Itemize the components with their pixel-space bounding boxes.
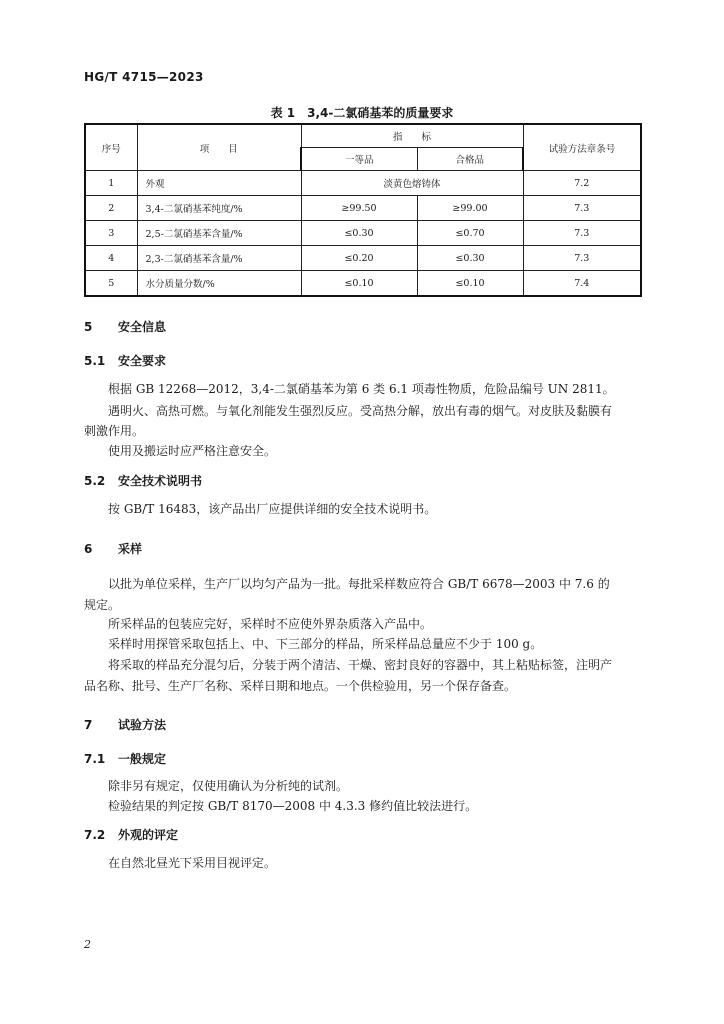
- paragraph: [84, 613, 644, 635]
- page-number: 2: [84, 938, 91, 951]
- section-heading-5-1: [84, 352, 166, 369]
- cell-qualified: ≥99.00: [417, 196, 523, 221]
- header-method: 试验方法章条号: [523, 124, 641, 171]
- cell-method: 7.3: [523, 196, 641, 221]
- paragraph: [84, 852, 644, 874]
- paragraph: [84, 440, 644, 462]
- paragraph-text: 使用及搬运时应严格注意安全。: [108, 444, 277, 458]
- cell-qualified: ≤0.10: [417, 271, 523, 297]
- standard-code: HG/T 4715—2023: [84, 70, 204, 84]
- cell-item: 2,5-二氯硝基苯含量/%: [137, 221, 301, 246]
- paragraph: [84, 775, 644, 797]
- cell-method: 7.2: [523, 171, 641, 196]
- table-row: [85, 171, 641, 196]
- section-title: 安全信息: [118, 320, 167, 334]
- section-number: 5.1: [84, 354, 106, 368]
- section-number: 7.1: [84, 752, 106, 766]
- paragraph: [84, 795, 644, 817]
- cell-appearance-merged: 淡黄色熔铸体: [301, 171, 523, 196]
- paragraph-text: 根据 GB 12268—2012，3,4-二氯硝基苯为第 6 类 6.1 项毒性物质，危险品编号 UN 2811。: [108, 382, 615, 396]
- section-number: 7: [84, 718, 93, 732]
- header-indicator: 指 标: [301, 124, 523, 148]
- section-number: 6: [84, 542, 93, 556]
- header-qualified: 合格品: [417, 148, 523, 171]
- header-item: 项 目: [137, 124, 301, 171]
- cell-grade1: ≤0.30: [301, 221, 417, 246]
- section-title: 外观的评定: [118, 828, 179, 842]
- cell-seq: 4: [85, 246, 137, 271]
- cell-item: 2,3-二氯硝基苯含量/%: [137, 246, 301, 271]
- paragraph-text: 品名称、批号、生产厂名称、采样日期和地点。一个供检验用，另一个保存备查。: [84, 679, 517, 693]
- cell-method: 7.3: [523, 246, 641, 271]
- paragraph: [84, 420, 644, 442]
- cell-item: 3,4-二氯硝基苯纯度/%: [137, 196, 301, 221]
- paragraph-text: 在自然北昼光下采用目视评定。: [108, 856, 277, 870]
- cell-qualified: ≤0.70: [417, 221, 523, 246]
- section-title: 一般规定: [118, 752, 167, 766]
- paragraph: [84, 400, 644, 422]
- cell-grade1: ≥99.50: [301, 196, 417, 221]
- quality-requirements-table: [84, 123, 642, 297]
- paragraph-text: 按 GB/T 16483，该产品出厂应提供详细的安全技术说明书。: [108, 502, 437, 516]
- paragraph: [84, 498, 644, 520]
- cell-method: 7.3: [523, 221, 641, 246]
- cell-seq: 5: [85, 271, 137, 297]
- section-heading-7: [84, 716, 166, 733]
- section-title: 采样: [118, 542, 143, 556]
- table-caption: 表 1 3,4-二氯硝基苯的质量要求: [270, 106, 454, 120]
- paragraph: [84, 633, 644, 655]
- section-heading-6: [84, 540, 142, 557]
- paragraph-text: 规定。: [84, 598, 121, 612]
- paragraph-text: 检验结果的判定按 GB/T 8170—2008 中 4.3.3 修约值比较法进行。: [108, 799, 478, 813]
- header-grade1: 一等品: [301, 148, 417, 171]
- paragraph: [84, 675, 644, 697]
- paragraph-text: 除非另有规定，仅使用确认为分析纯的试剂。: [108, 779, 349, 793]
- cell-grade1: ≤0.10: [301, 271, 417, 297]
- section-number: 5: [84, 320, 93, 334]
- paragraph-text: 将采取的样品充分混匀后，分装于两个清洁、干燥、密封良好的容器中，其上粘贴标签，注明产: [108, 658, 613, 672]
- section-title: 安全技术说明书: [118, 474, 203, 488]
- cell-seq: 2: [85, 196, 137, 221]
- cell-qualified: ≤0.30: [417, 246, 523, 271]
- cell-method: 7.4: [523, 271, 641, 297]
- header-seq: 序号: [85, 124, 137, 171]
- section-heading-7-1: [84, 750, 166, 767]
- section-heading-5-2: [84, 472, 202, 489]
- cell-item: 外观: [137, 171, 301, 196]
- cell-item: 水分质量分数/%: [137, 271, 301, 297]
- table-row: [85, 221, 641, 246]
- paragraph-text: 遇明火、高热可燃。与氧化剂能发生强烈反应。受高热分解，放出有毒的烟气。对皮肤及黏膜有: [108, 404, 613, 418]
- table-row: [85, 196, 641, 221]
- section-number: 5.2: [84, 474, 106, 488]
- paragraph-text: 刺激作用。: [84, 424, 145, 438]
- paragraph-text: 采样时用探管采取包括上、中、下三部分的样品，所采样品总量应不少于 100 g。: [108, 637, 543, 651]
- section-title: 试验方法: [118, 718, 167, 732]
- section-heading-7-2: [84, 826, 178, 843]
- paragraph-text: 以批为单位采样，生产厂以均匀产品为一批。每批采样数应符合 GB/T 6678—2003 中 7.6 的: [108, 577, 610, 591]
- cell-seq: 3: [85, 221, 137, 246]
- table-row: [85, 271, 641, 297]
- section-heading-5: [84, 318, 166, 335]
- paragraph: [84, 573, 644, 595]
- paragraph: [84, 654, 644, 676]
- cell-seq: 1: [85, 171, 137, 196]
- table-row: [85, 246, 641, 271]
- section-title: 安全要求: [118, 354, 167, 368]
- paragraph: [84, 378, 644, 400]
- section-number: 7.2: [84, 828, 106, 842]
- cell-grade1: ≤0.20: [301, 246, 417, 271]
- paragraph-text: 所采样品的包装应完好，采样时不应使外界杂质落入产品中。: [108, 617, 433, 631]
